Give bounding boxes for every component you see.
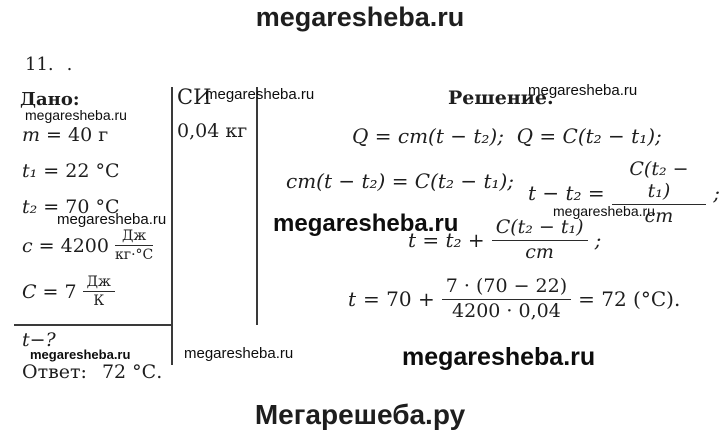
si-value: 0,04 кг bbox=[177, 120, 248, 142]
si-label: СИ bbox=[177, 85, 212, 109]
find-quantity: t−? bbox=[22, 329, 56, 351]
fraction-numerator: Дж bbox=[83, 274, 115, 292]
fraction-denominator: кг·°C bbox=[114, 247, 154, 264]
fraction-numerator: 7 · (70 − 22) bbox=[442, 276, 571, 300]
problem-number-text: 11. bbox=[25, 54, 54, 75]
math-var: t₂ bbox=[22, 196, 38, 218]
answer-line bbox=[22, 361, 162, 383]
watermark: megaresheba.ru bbox=[30, 347, 131, 362]
watermark: megaresheba.ru bbox=[25, 107, 127, 123]
fraction-denominator: cm bbox=[644, 204, 674, 227]
math-rest: = 70 °C bbox=[43, 196, 120, 218]
math-var: t₁ bbox=[22, 160, 38, 182]
math-rest: = 40 г bbox=[46, 124, 109, 146]
header-site-title: megaresheba.ru bbox=[255, 2, 465, 32]
math-var: m bbox=[22, 124, 41, 146]
math-var: c bbox=[22, 234, 33, 257]
watermark: megaresheba.ru bbox=[553, 203, 655, 219]
watermark: megaresheba.ru bbox=[184, 345, 294, 362]
given-label: Дано: bbox=[20, 89, 80, 110]
watermark: megaresheba.ru bbox=[528, 82, 638, 99]
watermark: megaresheba.ru bbox=[57, 211, 167, 228]
watermark: megaresheba.ru bbox=[273, 210, 459, 237]
unit-fraction bbox=[115, 228, 153, 263]
fraction-numerator: C(t₂ − t₁) bbox=[612, 159, 707, 205]
equation-4 bbox=[348, 276, 680, 323]
given-row-specific-heat bbox=[22, 228, 153, 263]
watermark: megaresheba.ru bbox=[402, 343, 596, 371]
watermark: megaresheba.ru bbox=[205, 86, 315, 103]
equation-lhs: t = t₂ + bbox=[408, 228, 485, 253]
footer-site-title: Мегарешеба.ру bbox=[254, 399, 466, 430]
answer-label: Ответ: bbox=[22, 361, 87, 383]
equation-fraction bbox=[442, 276, 571, 323]
equation-terminator: ; bbox=[713, 181, 720, 206]
math-rest: = 4200 bbox=[38, 234, 109, 257]
math-rest: = 22 °C bbox=[43, 160, 120, 182]
equation-2a: cm(t − t₂) = C(t₂ − t₁); bbox=[286, 169, 515, 193]
column-divider-right bbox=[256, 87, 258, 325]
math-rest: = 7 bbox=[42, 280, 77, 303]
fraction-denominator: cm bbox=[525, 240, 554, 263]
equation-lhs: t − t₂ = bbox=[528, 181, 605, 206]
given-row-mass bbox=[22, 124, 108, 146]
unit-fraction bbox=[83, 274, 115, 309]
given-row-heat-capacity bbox=[22, 274, 115, 309]
answer-value: 72 °С. bbox=[101, 361, 163, 383]
given-row-t1 bbox=[22, 160, 119, 182]
equation-fraction bbox=[492, 217, 588, 264]
fraction-numerator: C(t₂ − t₁) bbox=[492, 217, 588, 241]
fraction-denominator: К bbox=[93, 293, 105, 310]
column-divider-left bbox=[171, 87, 173, 365]
fraction-denominator: 4200 · 0,04 bbox=[452, 299, 561, 322]
given-separator-line bbox=[14, 324, 172, 326]
equation-result: = 72 (°C). bbox=[578, 287, 681, 312]
fraction-numerator: Дж bbox=[115, 228, 153, 246]
math-var: C bbox=[22, 280, 37, 303]
solution-heading: Решение. bbox=[448, 87, 554, 109]
equation-3 bbox=[408, 217, 601, 264]
math-rest: = 70 + bbox=[363, 287, 435, 312]
problem-number bbox=[25, 54, 72, 75]
equation-terminator: ; bbox=[594, 228, 602, 253]
math-var: t bbox=[348, 287, 357, 312]
equation-1: Q = cm(t − t₂); Q = C(t₂ − t₁); bbox=[352, 124, 662, 148]
problem-stray-dot: . bbox=[66, 54, 73, 75]
